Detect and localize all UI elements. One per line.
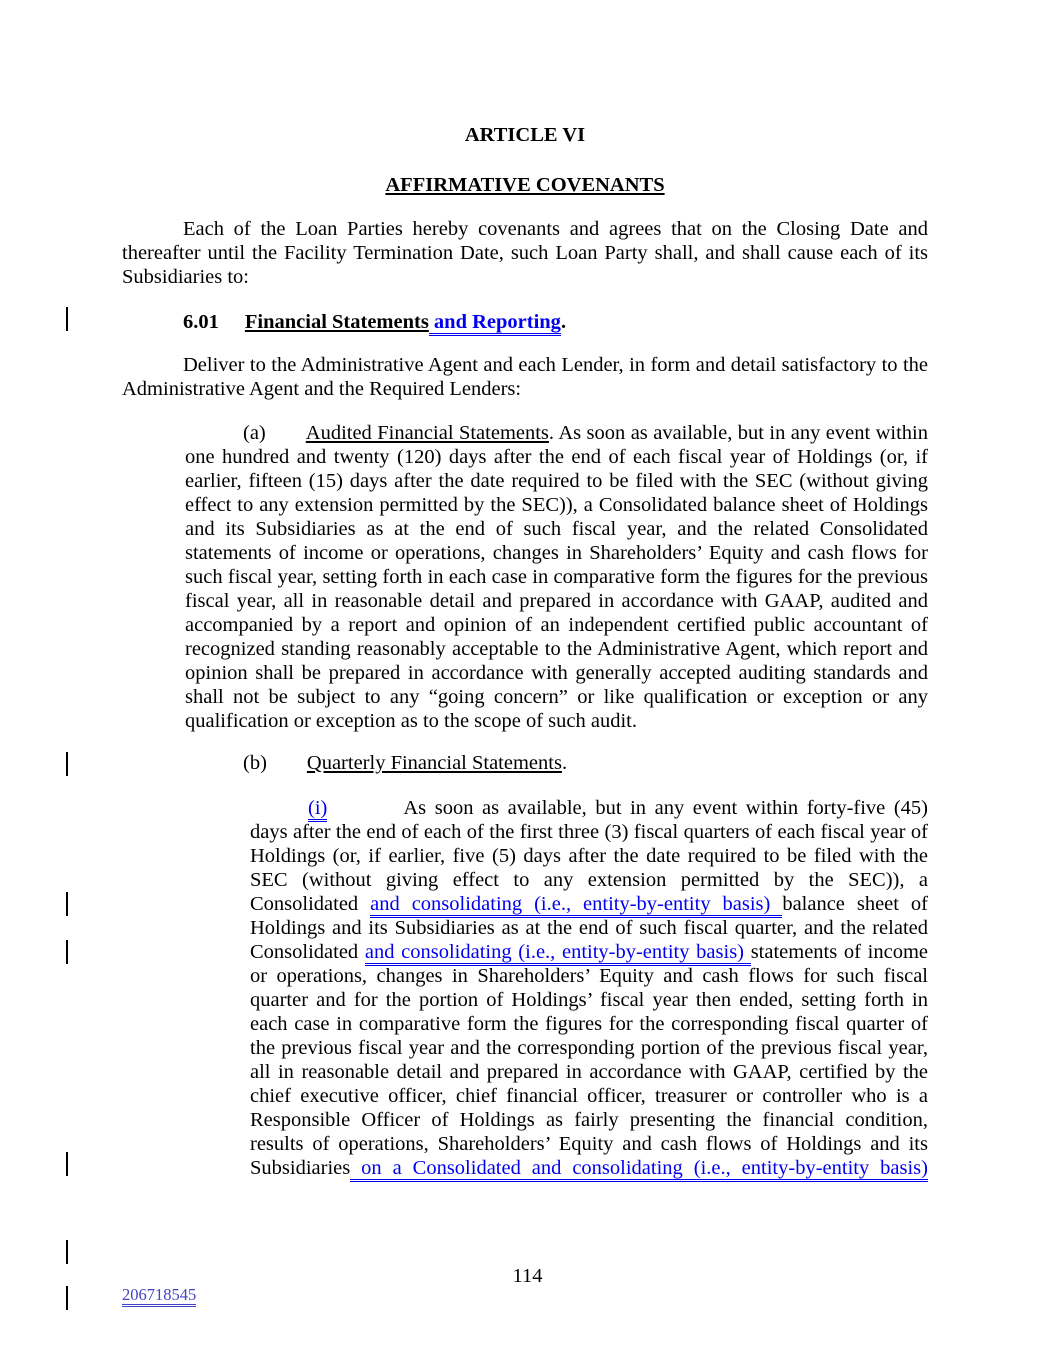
page-number: 114 [512,1265,543,1287]
change-bar [66,307,68,331]
intro-paragraph: Each of the Loan Parties hereby covenants and agrees that on the Closing Date and thereafter until the Facility Termination Date, such Loan Party shall, and shall cause each of its Subsidiaries to: [122,218,928,288]
clause-b-period: . [561,752,568,774]
clause-b-i-insertion: and consolidating (i.e., entity-by-entity basis) [365,941,751,966]
document-id-stamp [122,1285,196,1304]
change-bar [66,892,68,916]
clause-b-i-text: As soon as available, but in any event within forty-five (45) days after the end of each of the first three (3) fiscal quarters of each fiscal year of Holdings (or, if earlier, five (5) days after the date required to be filed with the SEC (without giving effect to any extension permitted by the SEC)), a Consolidated [250,797,928,915]
clause-a-heading: Audited Financial Statements [305,422,549,444]
section-6-01-heading [183,310,928,334]
clause-b-label: (b) [243,752,267,774]
section-title-period: . [560,311,567,333]
section-title: Financial Statements [244,311,429,333]
change-bar [66,1240,68,1264]
clause-b-i-paragraph [250,796,928,1180]
clause-a-label: (a) [243,422,266,444]
clause-a-paragraph [185,421,928,733]
change-bar [66,752,68,776]
clause-b-i-text: statements of income or operations, changes in Shareholders’ Equity and cash flows for such fiscal quarter and for the portion of Holdings’ fiscal year then ended, setting forth in each case in comparative form the figures for the corresponding fiscal quarter of the previous fiscal year and the corresponding portion of the previous fiscal year, all in reasonable detail and prepared in accordance with GAAP, certified by the chief executive officer, chief financial officer, treasurer or controller who is a Responsible Officer of Holdings as fairly presenting the financial condition, results of operations, Shareholders’ Equity and cash flows of Holdings and its Subsidiaries [250,941,929,1179]
clause-b-i-insertion: on a Consolidated and consolidating (i.e., entity-by-entity basis) [350,1157,928,1182]
change-bar [66,940,68,964]
clause-b-i-insertion: and consolidating (i.e., entity-by-entity basis) [370,893,782,918]
section-number: 6.01 [183,311,219,333]
clause-b-heading: Quarterly Financial Statements [306,752,562,774]
document-body [122,0,928,1365]
document-id-text: 206718545 [122,1285,196,1307]
section-title-insertion: and Reporting [429,311,561,336]
article-title: AFFIRMATIVE COVENANTS [385,174,665,196]
article-heading: ARTICLE VI [464,124,586,146]
clause-b-i-text: balance sheet of Holdings and its Subsidiaries as at the end of such fiscal quarter, and the related Consolidated [250,893,929,963]
clause-b-i-label: (i) [308,797,327,822]
change-bar [66,1152,68,1176]
clause-a-body: . As soon as available, but in any event within one hundred and twenty (120) days after the end of each fiscal year of Holdings (or, if earlier, fifteen (15) days after the date required to be filed with the SEC (without giving effect to any extension permitted by the SEC)), a Consolidated balance sheet of Holdings and its Subsidiaries as at the end of such fiscal year, and the related Consolidated statements of income or operations, changes in Shareholders’ Equity and cash flows for such fiscal year, setting forth in each case in comparative form the figures for the previous fiscal year, all in reasonable detail and prepared in accordance with GAAP, audited and accompanied by a report and opinion of an independent certified public accountant of recognized standing reasonably acceptable to the Administrative Agent, which report and opinion shall be prepared in accordance with generally accepted auditing standards and shall not be subject to any “going concern” or like qualification or exception or any qualification or exception as to the scope of such audit. [185,422,928,732]
change-bar [66,1286,68,1310]
deliver-paragraph: Deliver to the Administrative Agent and each Lender, in form and detail satisfactory to the Administrative Agent and the Required Lenders: [122,354,928,400]
clause-b-heading-line [185,751,928,775]
